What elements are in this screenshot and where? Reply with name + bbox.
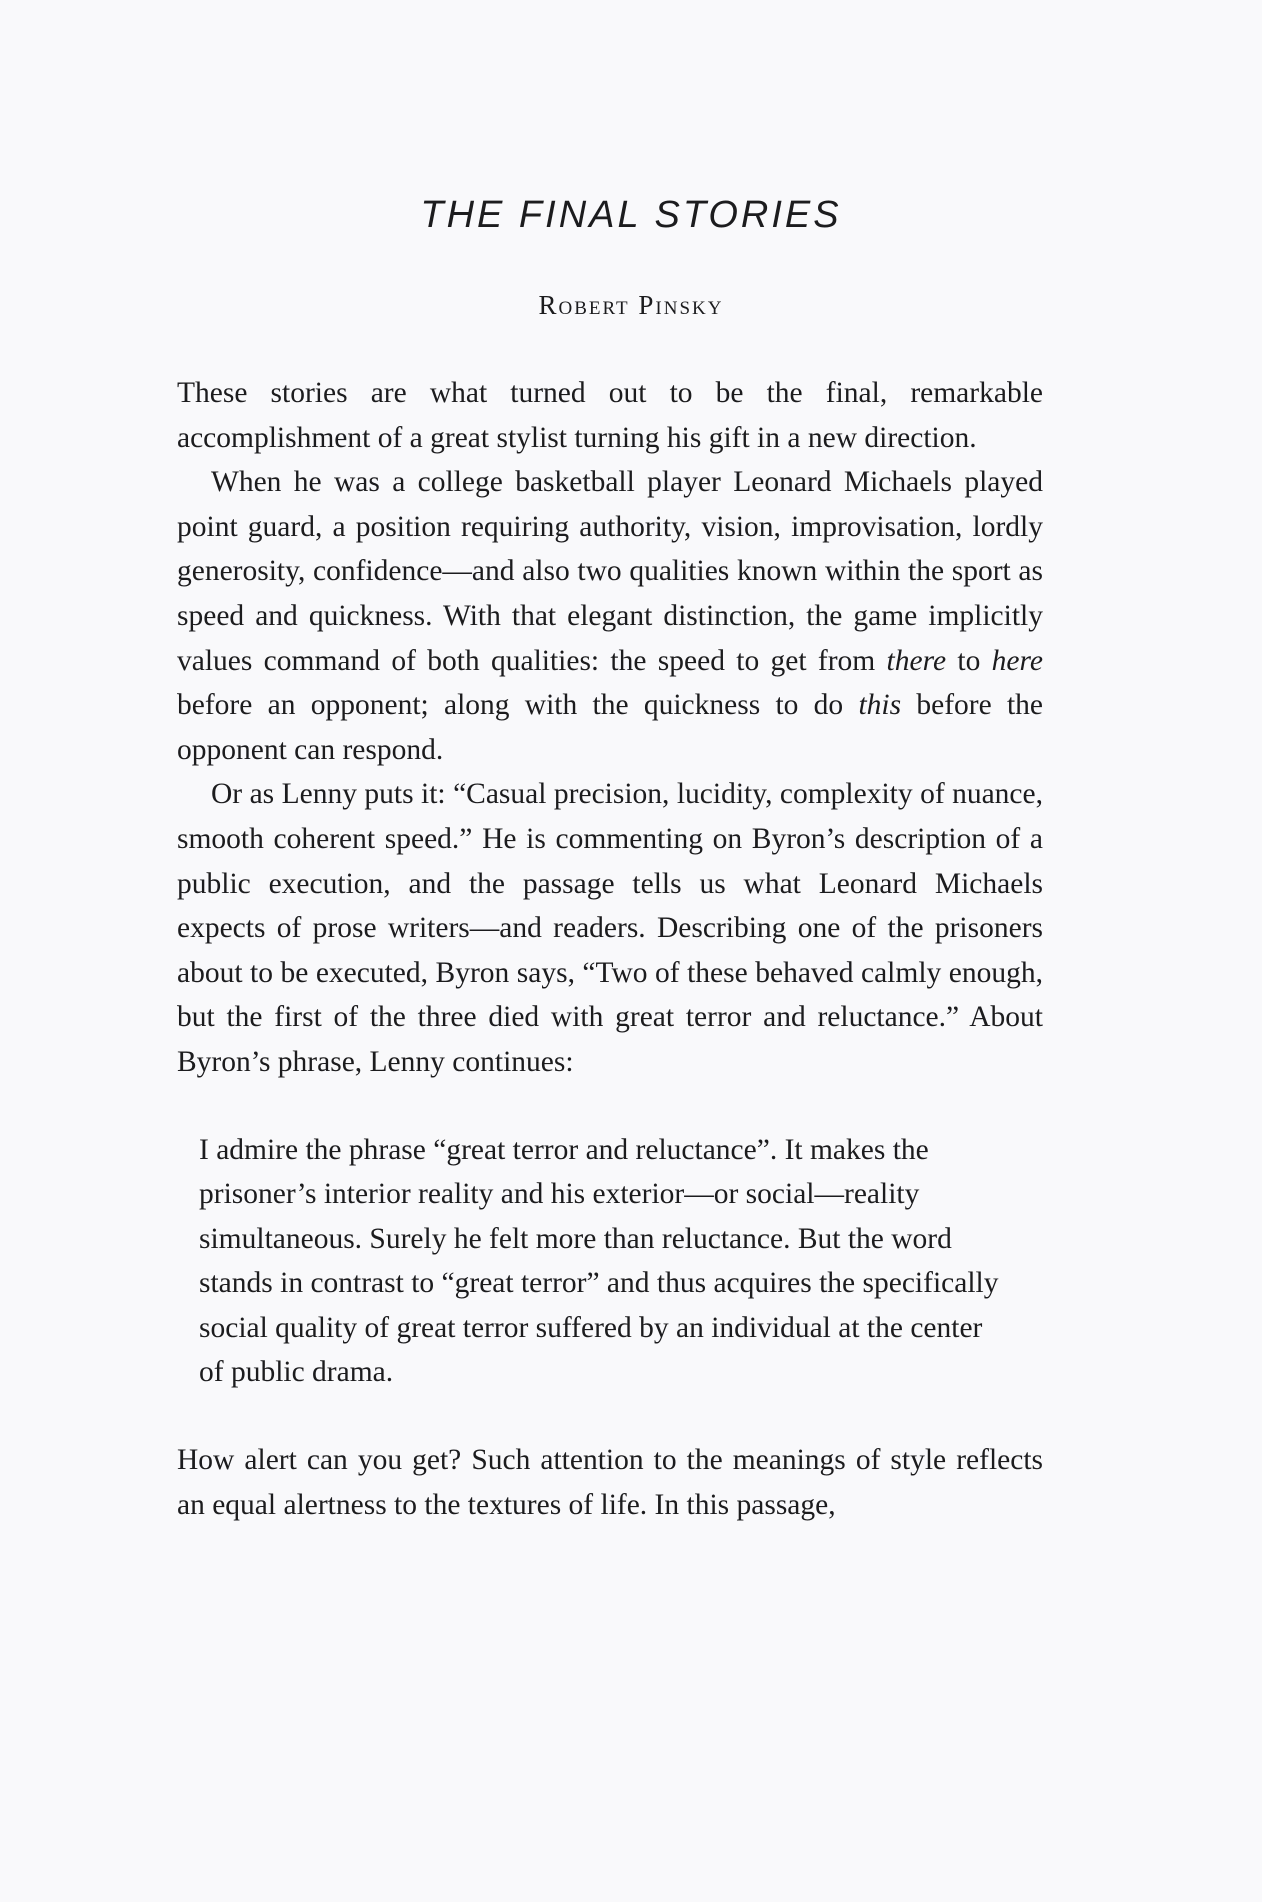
paragraph-2-text-3: before an opponent; along with the quickness to do — [177, 689, 859, 722]
emphasis-here: here — [991, 644, 1043, 677]
article-title: THE FINAL STORIES — [420, 194, 842, 236]
emphasis-there: there — [886, 644, 947, 677]
article-author: Robert Pinsky — [538, 290, 724, 320]
paragraph-1: These stories are what turned out to be the final, remarkable accomplishment of a great stylist turning his gift in a new direction. — [177, 377, 1043, 454]
paragraph-2 — [177, 460, 1043, 772]
paragraph-2-text-2: to — [946, 644, 992, 677]
article-body — [177, 371, 1043, 1527]
block-quote: I admire the phrase “great terror and reluctance”. It makes the prisoner’s interior reality and his exterior—or social—reality simultaneous. Surely he felt more than reluctance. But the word stands in contrast to “great terror” and thus acquires the specifically social quality of great terror suffered by an individual at the center of public drama. — [199, 1133, 999, 1389]
paragraph-3: Or as Lenny puts it: “Casual precision, lucidity, complexity of nuance, smooth coherent speed.” He is commenting on Byron’s description of a public execution, and the passage tells us what Leonard Michaels expects of prose writers—and readers. Describing one of the prisoners about to be executed, Byron says, “Two of these behaved calmly enough, but the first of the three died with great terror and reluctance.” About Byron’s phrase, Lenny continues: — [177, 778, 1043, 1078]
paragraph-2-text-4: before the opponent can respond. — [177, 689, 1044, 766]
emphasis-this: this — [858, 689, 902, 722]
paragraph-2-text-1: When he was a college basketball player Leonard Michaels played point guard, a position requiring authority, vision, improvisation, lordly generosity, confidence—and also two qualities known within the sport as speed and quickness. With that elegant distinction, the game implicitly values command of both qualities: the speed to get from — [177, 466, 1043, 677]
paragraph-4: How alert can you get? Such attention to the meanings of style reflects an equal alertness to the textures of life. In this passage, — [177, 1444, 1043, 1521]
